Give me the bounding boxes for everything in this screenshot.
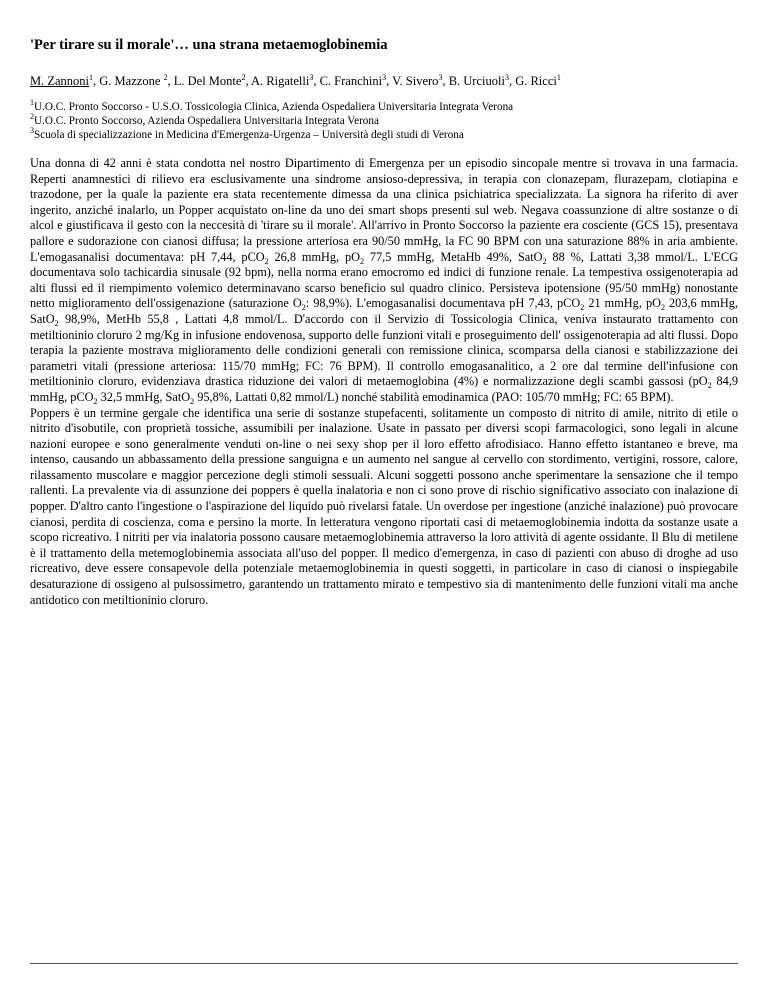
affiliation-number: 1 bbox=[30, 98, 34, 107]
author-name: B. Urciuoli bbox=[448, 74, 505, 88]
author-name: L. Del Monte bbox=[173, 74, 242, 88]
footer-divider bbox=[30, 963, 738, 964]
affiliation bbox=[30, 114, 738, 128]
affiliation bbox=[30, 128, 738, 142]
affiliation-text: U.O.C. Pronto Soccorso, Azienda Ospedaliera Universitaria Integrata Verona bbox=[34, 115, 379, 127]
author-affiliation-number: 2 bbox=[163, 73, 168, 82]
author-affiliation-number: 3 bbox=[438, 73, 443, 82]
author-affiliation-number: 3 bbox=[504, 73, 509, 82]
author-name: G. Ricci bbox=[515, 74, 557, 88]
affiliation-number: 3 bbox=[30, 126, 34, 135]
author-name: V. Sivero bbox=[392, 74, 439, 88]
author-name: A. Rigatelli bbox=[251, 74, 310, 88]
author-affiliation-number: 1 bbox=[89, 73, 94, 82]
affiliation-list bbox=[30, 100, 738, 142]
author-affiliation-number: 3 bbox=[382, 73, 387, 82]
body-paragraph: Una donna di 42 anni è stata condotta nel nostro Dipartimento di Emergenza per un episodio sincopale mentre si trovava in una farmacia. Reperti anamnestici di rilievo era esclusivamente una sindrome ansioso-depressiva, in terapia con clonazepam, flurazepam, clotiapina e trazodone, per la quale la paziente era stata recentemente dimessa da una clinica psichiatrica specializzata. La signora ha riferito di aver ingerito, anziché inalarlo, un Popper acquistato on-line da uno dei smart shops presenti sul web. Negava coassunzione di altre sostanze o di alcol e giustificava il gesto con la neccesità di 'tirare su il morale'. All'arrivo in Pronto Soccorso la paziente era cosciente (GCS 15), presentava pallore e sudorazione con cianosi diffusa; la pressione arteriosa era 90/50 mmHg, la FC 90 BPM con una saturazione 88% in aria ambiente. L'emogasanalisi documentava: pH 7,44, pCO$_2$ 26,8 mmHg, $pO_2$ 77,5 mmHg, MetaHb 49%, SatO$_2$ 88 %, Lattati 3,38 mmol/L. L'ECG documentava solo tachicardia sinusale (92 bpm), nella norma erano emocromo ed indici di funzione renale. La tempestiva ossigenoterapia ad alti flussi ed il riempimento volemico determinavano scarso beneficio sul quadro clinico. Persisteva ipotensione (95/50 mmHg) nonostante netto miglioramento dell'ossigenazione (saturazione $O_2$: 98,9%). L'emogasanalisi documentava pH 7,43, pCO$_2$ 21 mmHg, $pO_2$ 203,6 mmHg, SatO$_2$ 98,9%, MetHb 55,8 , Lattati 4,8 mmol/L. D'accordo con il Servizio di Tossicologia Clinica, veniva instaurato trattamento con metiltioninio cloruro 2 mg/Kg in infusione endovenosa, supporto delle funzioni vitali e proseguimento dell' ossigenoterapia ad alti flussi. Dopo terapia la paziente mostrava miglioramento delle condizioni generali con remissione clinica, scomparsa della cianosi e stabilizzazione dei parametri vitali (pressione arteriosa: 115/70 mmHg; FC: 76 BPM). Il controllo emogasanalitico, a 2 ore dal termine dell'infusione con metiltioninio cloruro, evidenziava drastica riduzione dei valori di metaemoglobina (4%) e normalizzazione degli scambi gassosi ($pO_2$ 84,9 mmHg, pCO$_2$ 32,5 mmHg, SatO$_2$ 95,8%, Lattati 0,82 mmol/L) nonché stabilità emodinamica (PAO: 105/70 mmHg; FC: 65 BPM). bbox=[30, 156, 738, 406]
author-name: G. Mazzone bbox=[99, 74, 161, 88]
author-list: M. Zannoni$^1$, G. Mazzone $^2$, L. Del Monte$^2$, A. Rigatelli$^3$, C. Franchini$^3$, V. Sivero$^3$, B. Urciuoli$^3$, G. Ricci$^1$ bbox=[30, 73, 561, 88]
affiliation-text: U.O.C. Pronto Soccorso - U.S.O. Tossicologia Clinica, Azienda Ospedaliera Universitaria Integrata Verona bbox=[34, 101, 514, 113]
author-affiliation-number: 3 bbox=[309, 73, 314, 82]
author-name: M. Zannoni bbox=[30, 74, 90, 88]
body-paragraph: Poppers è un termine gergale che identifica una serie di sostanze stupefacenti, solitamente un composto di nitrito di amile, nitrito di etile o nitrito d'isobutile, con proprietà tossiche, assumibili per inalazione. Usate in passato per diversi scopi farmacologici, sono legali in alcune nazioni europee e sono generalmente venduti on-line o nei sexy shop per il loro effetto afrodisiaco. Hanno effetto istantaneo e breve, ma intenso, causando un abbassamento della pressione sanguigna e un aumento nel sangue al cervello con stordimento, vertigini, rossore, calore, rilassamento muscolare e maggior percezione degli stimoli sessuali. Alcuni soggetti possono anche sperimentare la sensazione che il tempo rallenti. La prevalente via di assunzione dei poppers è quella inalatoria e non ci sono prove di rischio significativo associato con inalazione di popper. D'altro canto l'ingestione o l'aspirazione del liquido può rivelarsi fatale. Un overdose per ingestione (anziché inalazione) può provocare cianosi, perdita di coscienza, coma e persino la morte. In letteratura vengono riportati casi di metaemoglobinemia indotta da sostanze usate a scopo ricreativo. I nitriti per via inalatoria possono causare metaemoglobinemia attraverso la loro attività di agente ossidante. Il Blu di metilene è il trattamento della metemoglobinemia associata all'uso del popper. Il medico d'emergenza, in caso di pazienti con abuso di droghe ad uso ricreativo, deve essere consapevole della potenziale metaemoglobinemia in questi soggetti, in particolare in caso di cianosi o inspiegabile desaturazione di ossigeno al pulsossimetro, garantendo un trattamento mirato e tempestivo sia di mantenimento delle funzioni vitali ma anche antidotico con metiltioninio cloruro. bbox=[30, 405, 738, 607]
document-page bbox=[30, 36, 738, 608]
affiliation bbox=[30, 100, 738, 114]
author-affiliation-number: 2 bbox=[241, 73, 246, 82]
affiliation-number: 2 bbox=[30, 112, 34, 121]
author-affiliation-number: 1 bbox=[556, 73, 561, 82]
affiliation-text: Scuola di specializzazione in Medicina d'Emergenza-Urgenza – Università degli studi di Verona bbox=[34, 129, 464, 141]
paper-title: 'Per tirare su il morale'… una strana metaemoglobinemia bbox=[30, 37, 388, 53]
author-name: C. Franchini bbox=[319, 74, 383, 88]
